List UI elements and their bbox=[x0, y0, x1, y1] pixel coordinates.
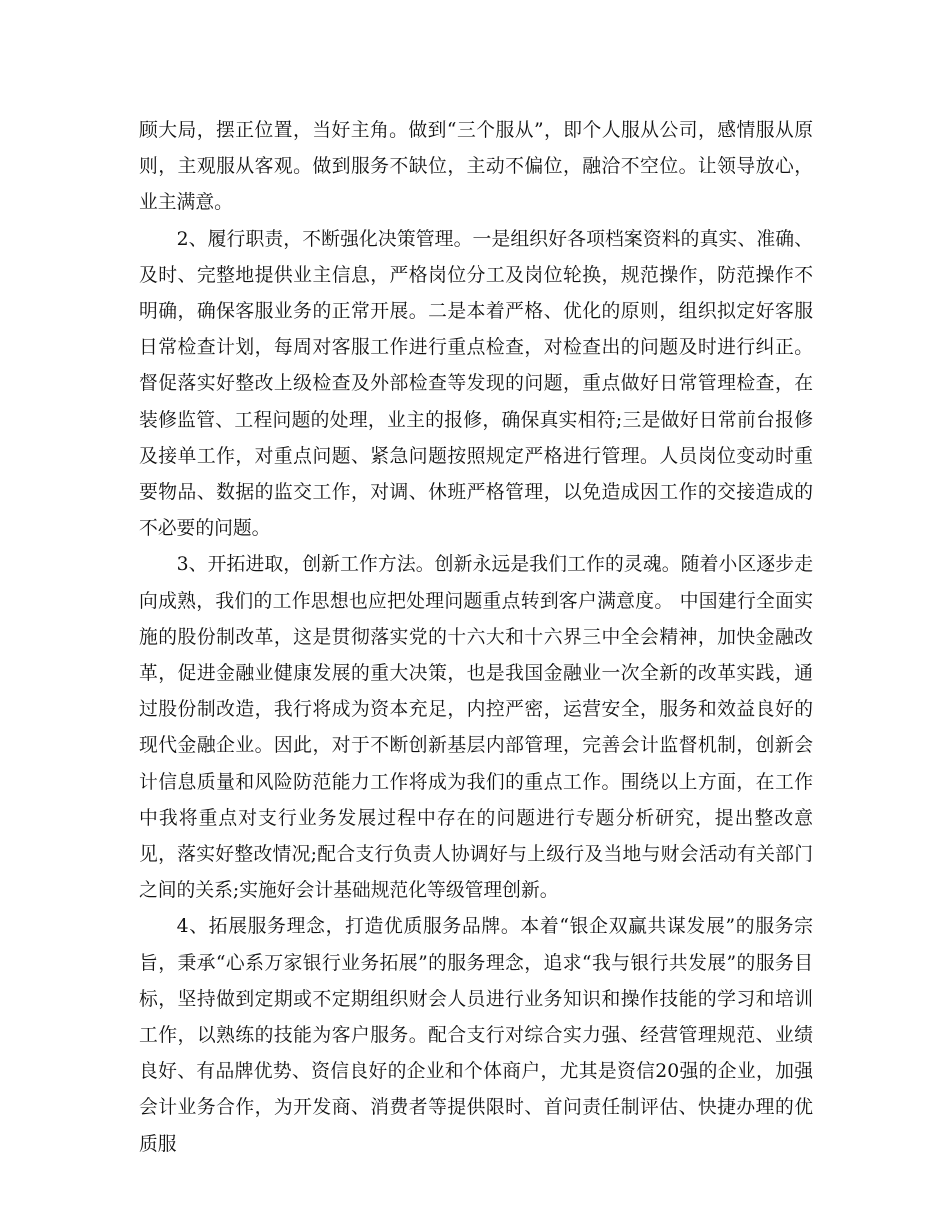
paragraph-decision-management: 2、履行职责，不断强化决策管理。一是组织好各项档案资料的真实、准确、及时、完整地提供业主信息，严格岗位分工及岗位轮换，规范操作，防范操作不明确，确保客服业务的正常开展。二是本着严格、优化的原则，组织拟定好客服日常检查计划，每周对客服工作进行重点检查，对检查出的问题及时进行纠正。督促落实好整改上级检查及外部检查等发现的问题，重点做好日常管理检查，在装修监管、工程问题的处理，业主的报修，确保真实相符;三是做好日常前台报修及接单工作，对重点问题、紧急问题按照规定严格进行管理。人员岗位变动时重要物品、数据的监交工作，对调、休班严格管理，以免造成因工作的交接造成的不必要的问题。 bbox=[139, 228, 813, 540]
paragraph-innovation-methods: 3、开拓进取，创新工作方法。创新永远是我们工作的灵魂。随着小区逐步走向成熟，我们的工作思想也应把处理问题重点转到客户满意度。 中国建行全面实施的股份制改革，这是贯彻落实党的十六大和十六界三中全会精神，加快金融改革，促进金融业健康发展的重大决策，也是我国金融业一次全新的改革实践，通过股份制改造，我行将成为资本充足，内控严密，运营安全，服务和效益良好的现代金融企业。因此，对于不断创新基层内部管理，完善会计监督机制，创新会计信息质量和风险防范能力工作将成为我们的重点工作。围绕以上方面，在工作中我将重点对支行业务发展过程中存在的问题进行专题分析研究，提出整改意见，落实好整改情况;配合支行负责人协调好与上级行及当地与财会活动有关部门之间的关系;实施好会计基础规范化等级管理创新。 bbox=[139, 554, 813, 902]
paragraph-service-brand: 4、拓展服务理念，打造优质服务品牌。本着“银企双赢共谋发展”的服务宗旨，秉承“心系万家银行业务拓展”的服务理念，追求“我与银行共发展”的服务目标，坚持做到定期或不定期组织财会人员进行业务知识和操作技能的学习和培训工作，以熟练的技能为客户服务。配合支行对综合实力强、经营管理规范、业绩良好、有品牌优势、资信良好的企业和个体商户，尤其是资信20强的企业，加强会计业务合作，为开发商、消费者等提供限时、首问责任制评估、快捷办理的优质服 bbox=[139, 916, 813, 1155]
document-page bbox=[139, 113, 813, 1163]
paragraph-continuation: 顾大局，摆正位置，当好主角。做到“三个服从”，即个人服从公司，感情服从原则，主观服从客观。做到服务不缺位，主动不偏位，融洽不空位。让领导放心，业主满意。 bbox=[139, 120, 813, 214]
